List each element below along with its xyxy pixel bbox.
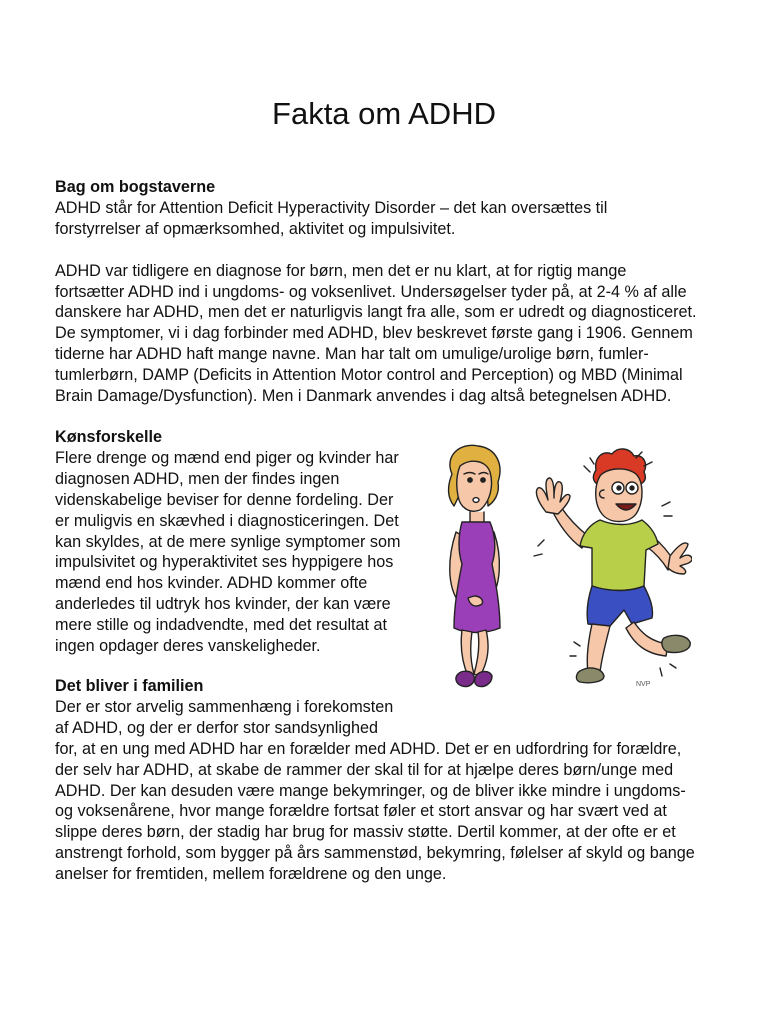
man-shoe-left xyxy=(576,668,604,683)
section-konsforskelle xyxy=(55,427,435,657)
illustrator-signature: NVP xyxy=(636,681,651,688)
paragraph-line: ADHD var tidligere en diagnose for børn, men det er nu klart, at for rigtig mange xyxy=(55,261,627,280)
paragraph-line: mere stille og indadvendte, med det resultat at xyxy=(55,616,388,635)
paragraph-line: anelser for fremtiden, mellem forældrene og den unge. xyxy=(55,865,447,884)
paragraph-line: ADHD står for Attention Deficit Hyperactivity Disorder – det kan oversættes til xyxy=(55,198,608,217)
woman-leg-left xyxy=(461,630,474,676)
paragraph-line: kan skyldes, at de mere synlige symptomer som xyxy=(55,532,401,551)
man-leg-left xyxy=(587,624,610,672)
paragraph-line: anstrengt forhold, som bygger på års sammenstød, bekymring, følelser af skyld og bange xyxy=(55,844,695,863)
section-heading: Bag om bogstaverne xyxy=(55,178,216,196)
paragraph-line: danskere har ADHD, men det er naturligvis langt fra alle, som er udredt og diagnosticeret. xyxy=(55,303,697,322)
section-bag-om-bogstaverne xyxy=(55,177,715,407)
man-figure xyxy=(534,449,692,683)
paragraph-line: tumlerbørn, DAMP (Deficits in Attention Motor control and Perception) og MBD (Minimal xyxy=(55,366,683,385)
paragraph-line: er muligvis en skævhed i diagnosticeringen. Det xyxy=(55,511,399,530)
paragraph-line: anderledes til udtryk hos kvinder, der kan være xyxy=(55,595,391,614)
paragraph-line: og voksenårene, hvor mange forældre fortsat føler et stort ansvar og har svært ved at xyxy=(55,802,667,821)
paragraph-line: der selv har ADHD, at skabe de rammer der skal til for at hjælpe deres børn/unge med xyxy=(55,760,674,779)
paragraph-line: mænd end hos kvinder. ADHD kommer ofte xyxy=(55,574,368,593)
woman-figure xyxy=(449,445,501,686)
paragraph-gap xyxy=(55,240,715,261)
section-det-bliver-i-familien xyxy=(55,676,735,885)
paragraph-line: ingen opdager deres vanskeligheder. xyxy=(55,637,321,656)
paragraph-line: tiderne har ADHD haft mange navne. Man har talt om umulige/urolige børn, fumler- xyxy=(55,345,649,364)
paragraph-line: slippe deres børn, der stadig har brug for massiv støtte. Dertil kommer, at der ofte er et xyxy=(55,823,676,842)
man-hand-right xyxy=(668,543,692,574)
paragraph-line: impulsivitet og hyperaktivitet ses hyppigere hos xyxy=(55,553,394,572)
paragraph-line: for, at en ung med ADHD har en forælder med ADHD. Det er en udfordring for forældre, xyxy=(55,739,682,758)
woman-face xyxy=(457,461,492,511)
paragraph-line: diagnosen ADHD, men der findes ingen xyxy=(55,469,340,488)
paragraph-line: forstyrrelser af opmærksomhed, aktivitet og impulsivitet. xyxy=(55,219,456,238)
woman-dress xyxy=(454,522,500,633)
man-hand-left xyxy=(536,478,570,514)
section-heading: Kønsforskelle xyxy=(55,428,163,446)
paragraph-line: af ADHD, og der er derfor stor sandsynlighed xyxy=(55,718,379,737)
section-heading: Det bliver i familien xyxy=(55,677,204,695)
paragraph-line: Der er stor arvelig sammenhæng i forekomsten xyxy=(55,697,394,716)
paragraph-line: Flere drenge og mænd end piger og kvinder har xyxy=(55,448,399,467)
page-title: Fakta om ADHD xyxy=(272,96,496,131)
woman-leg-right xyxy=(474,630,488,676)
woman-shoe-right xyxy=(475,672,492,687)
man-shoe-right xyxy=(662,635,690,652)
paragraph-line: Brain Damage/Dysfunction). Men i Danmark anvendes i dag altså betegnelsen ADHD. xyxy=(55,387,672,406)
woman-shoe-left xyxy=(456,671,474,686)
cartoon-illustration xyxy=(430,436,692,698)
paragraph-line: videnskabelige beviser for denne fordeling. Der xyxy=(55,490,394,509)
paragraph-line: De symptomer, vi i dag forbinder med ADHD, blev beskrevet første gang i 1906. Gennem xyxy=(55,324,693,343)
paragraph-line: fortsætter ADHD ind i ungdoms- og voksenlivet. Undersøgelser tyder på, at 2-4 % af alle xyxy=(55,282,687,301)
man-shirt xyxy=(580,520,658,591)
man-shorts xyxy=(587,586,652,626)
man-leg-right xyxy=(626,622,668,656)
paragraph-line: ADHD. Der kan desuden være mange bekymringer, og de bliver ikke mindre i ungdoms- xyxy=(55,781,686,800)
